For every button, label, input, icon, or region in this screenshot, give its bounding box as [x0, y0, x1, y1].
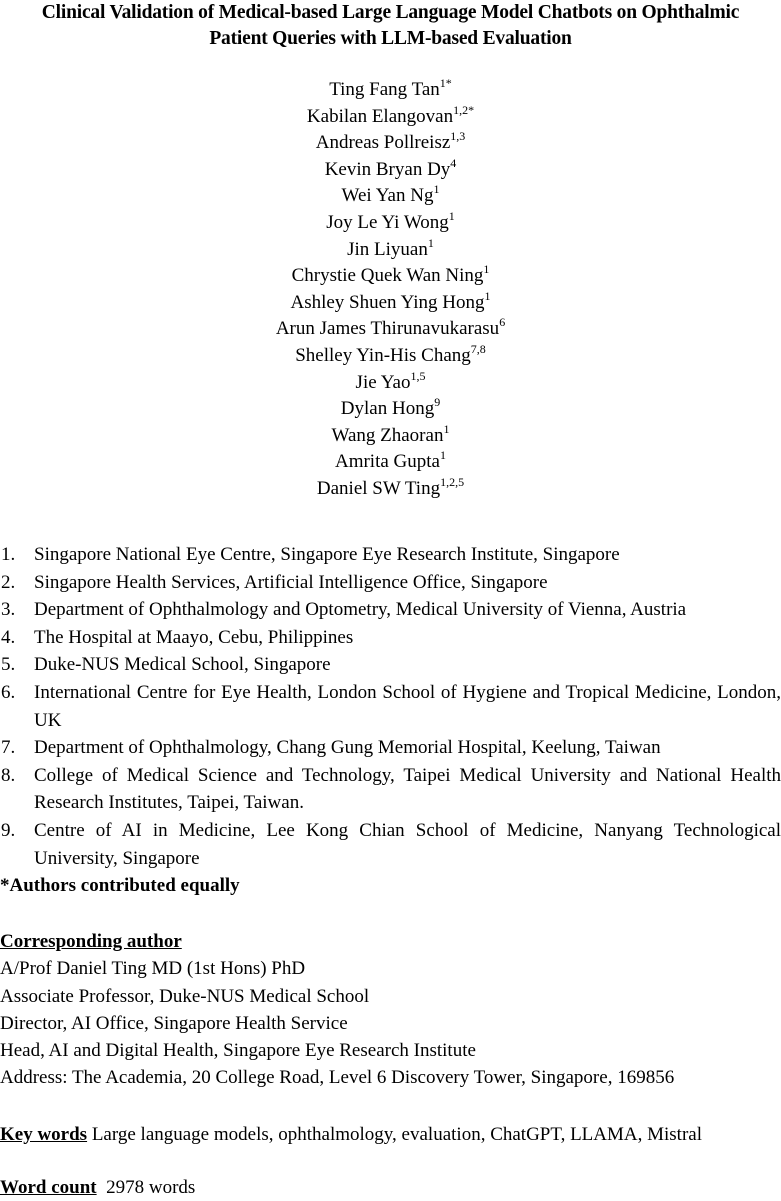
author-affiliation-marker: 9 [434, 395, 441, 410]
corresponding-author-section [0, 928, 781, 1092]
affiliation-number: 8. [1, 764, 16, 786]
author-name: Ting Fang Tan [329, 79, 440, 100]
keywords-heading: Key words [0, 1124, 88, 1145]
affiliation-text: Department of Ophthalmology and Optometry, Medical University of Vienna, Austria [34, 599, 687, 621]
author [0, 396, 781, 423]
author [0, 77, 781, 104]
author-name: Shelley Yin-His Chang [295, 344, 471, 366]
author [0, 370, 781, 397]
author [0, 476, 781, 503]
author-affiliation-marker: 4 [450, 155, 457, 170]
author-name: Chrystie Quek Wan Ning [291, 265, 484, 287]
author-affiliation-marker: 1 [427, 235, 434, 250]
author-name: Amrita Gupta [334, 451, 440, 473]
author-name: Jin Liyuan [347, 238, 428, 260]
affiliation-number: 3. [1, 599, 16, 621]
author-affiliation-marker: 1 [433, 182, 440, 197]
affiliation-number: 5. [1, 654, 16, 676]
word-count-section [0, 1174, 781, 1201]
affiliation-number: 1. [1, 544, 16, 565]
title-line-1: Clinical Validation of Medical-based Large Language Model Chatbots on Ophthalmic [41, 2, 740, 23]
author-affiliation-marker: 1 [484, 288, 491, 303]
affiliation-item [0, 762, 781, 817]
affiliation-item [0, 679, 781, 734]
author-affiliation-marker: 1 [483, 262, 490, 277]
affiliation-text: Singapore National Eye Centre, Singapore Eye Research Institute, Singapore [34, 544, 620, 565]
corresponding-author-heading: Corresponding author [0, 931, 182, 952]
author [0, 343, 781, 370]
author-affiliation-marker: 1 [443, 421, 450, 436]
author-name: Dylan Hong [340, 398, 435, 420]
title-line-2: Patient Queries with LLM-based Evaluation [209, 28, 572, 49]
affiliation-item [0, 624, 781, 652]
affiliation-text: The Hospital at Maayo, Cebu, Philippines [34, 626, 354, 648]
author-affiliation-marker: 1 [448, 208, 455, 223]
author-affiliation-marker: 6 [499, 315, 506, 330]
author-affiliation-marker: 1,3 [450, 129, 466, 144]
author [0, 237, 781, 264]
affiliation-number: 6. [1, 681, 16, 703]
affiliation-item [0, 596, 781, 624]
author [0, 157, 781, 184]
author-name: Kabilan Elangovan [306, 105, 454, 127]
author [0, 423, 781, 450]
corresponding-author-line: Address: The Academia, 20 College Road, Level 6 Discovery Tower, Singapore, 169856 [0, 1067, 675, 1089]
affiliation-item [0, 569, 781, 597]
author [0, 290, 781, 317]
author [0, 183, 781, 210]
affiliation-text: Department of Ophthalmology, Chang Gung Memorial Hospital, Keelung, Taiwan [34, 737, 661, 759]
author [0, 104, 781, 131]
author-affiliation-marker: 1,2,5 [440, 474, 465, 489]
affiliation-item [0, 541, 781, 569]
affiliation-number: 7. [1, 737, 16, 759]
author [0, 316, 781, 343]
corresponding-author-line: Associate Professor, Duke-NUS Medical School [0, 985, 370, 1007]
author [0, 130, 781, 157]
author-name: Daniel SW Ting [316, 477, 441, 499]
author [0, 263, 781, 290]
affiliation-item [0, 734, 781, 762]
author-name: Wei Yan Ng [341, 185, 434, 207]
affiliation-number: 9. [1, 819, 16, 841]
affiliation-text: College of Medical Science and Technology, Taipei Medical University and National Health Research Institutes, Taipei, Taiwan. [34, 764, 781, 814]
author-affiliation-marker: 1* [439, 76, 452, 90]
affiliation-number: 4. [1, 626, 16, 648]
equal-contribution-note: *Authors contributed equally [0, 875, 240, 896]
affiliation-number: 2. [1, 571, 16, 593]
author [0, 210, 781, 237]
author-name: Kevin Bryan Dy [324, 158, 451, 180]
author-name: Arun James Thirunavukarasu [275, 318, 500, 340]
word-count-heading: Word count [0, 1177, 97, 1198]
author-list [0, 77, 781, 503]
corresponding-author-line: Director, AI Office, Singapore Health Service [0, 1012, 348, 1034]
paper-title [0, 0, 781, 52]
affiliation-text: Centre of AI in Medicine, Lee Kong Chian School of Medicine, Nanyang Technological University, Singapore [34, 819, 781, 869]
author-name: Ashley Shuen Ying Hong [290, 291, 485, 313]
affiliation-list [0, 541, 781, 872]
author-name: Joy Le Yi Wong [326, 211, 449, 233]
author-affiliation-marker: 1,2* [453, 102, 475, 117]
corresponding-author-line: Head, AI and Digital Health, Singapore Eye Research Institute [0, 1040, 476, 1062]
affiliation-text: Singapore Health Services, Artificial Intelligence Office, Singapore [34, 571, 548, 593]
affiliation-item [0, 651, 781, 679]
author-affiliation-marker: 1 [440, 448, 446, 463]
author-affiliation-marker: 1,5 [410, 368, 426, 383]
author [0, 449, 781, 476]
affiliation-text: International Centre for Eye Health, London School of Hygiene and Tropical Medicine, London, UK [34, 681, 781, 731]
affiliation-text: Duke-NUS Medical School, Singapore [34, 654, 331, 676]
word-count-text: 2978 words [106, 1177, 196, 1198]
affiliation-item [0, 817, 781, 872]
keywords-text: Large language models, ophthalmology, evaluation, ChatGPT, LLAMA, Mistral [91, 1124, 702, 1145]
author-name: Andreas Pollreisz [315, 132, 451, 154]
author-name: Wang Zhaoran [331, 424, 444, 446]
author-affiliation-marker: 7,8 [470, 341, 486, 356]
author-name: Jie Yao [355, 371, 411, 393]
keywords-section [0, 1121, 781, 1148]
corresponding-author-line: A/Prof Daniel Ting MD (1st Hons) PhD [0, 958, 306, 980]
